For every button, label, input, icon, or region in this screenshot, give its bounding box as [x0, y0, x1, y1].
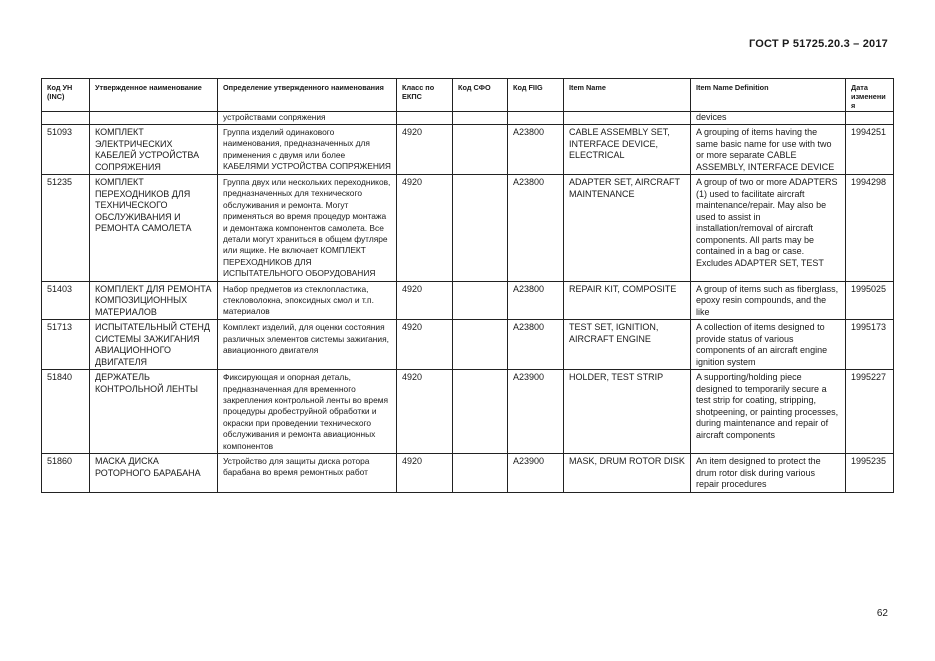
cell-date: 1995235 [846, 454, 894, 493]
table-header-row [42, 79, 894, 112]
cell-definition-ru: Набор предметов из стеклопластика, стекловолокна, эпоксидных смол и т.п. материалов [218, 281, 397, 320]
cell-inc: 51403 [42, 281, 90, 320]
column-header: Дата изменения [846, 79, 894, 112]
cell-fiig: A23900 [508, 454, 564, 493]
cell-item-name: HOLDER, TEST STRIP [564, 370, 691, 454]
cell-date [846, 112, 894, 125]
cell-fiig [508, 112, 564, 125]
cell-item-name: MASK, DRUM ROTOR DISK [564, 454, 691, 493]
cell-item-name: TEST SET, IGNITION, AIRCRAFT ENGINE [564, 320, 691, 370]
cell-class: 4920 [397, 320, 453, 370]
cell-inc: 51713 [42, 320, 90, 370]
cell-fiig: A23800 [508, 125, 564, 175]
cell-inc [42, 112, 90, 125]
cell-item-name: ADAPTER SET, AIRCRAFT MAINTENANCE [564, 175, 691, 282]
cell-sfo [453, 112, 508, 125]
column-header: Код УН (INC) [42, 79, 90, 112]
cell-date: 1994298 [846, 175, 894, 282]
table-row [42, 454, 894, 493]
column-header: Определение утвержденного наименования [218, 79, 397, 112]
cell-item-name: REPAIR KIT, COMPOSITE [564, 281, 691, 320]
table-row [42, 175, 894, 282]
cell-class: 4920 [397, 175, 453, 282]
cell-class: 4920 [397, 281, 453, 320]
page-number: 62 [876, 608, 888, 619]
column-header: Код СФО [453, 79, 508, 112]
cell-definition-en: A group of two or more ADAPTERS (1) used to facilitate aircraft maintenance/repair. May also be used to assist in installation/removal of aircraft components. All parts may be contained in a bag or case. Excludes ADAPTER SET, TEST [691, 175, 846, 282]
column-header: Класс по ЕКПС [397, 79, 453, 112]
cell-definition-ru: Комплект изделий, для оценки состояния различных элементов системы зажигания, авиационного двигателя [218, 320, 397, 370]
table-row [42, 281, 894, 320]
cell-definition-ru: Группа двух или нескольких переходников, предназначенных для технического обслуживания и ремонта. Могут применяться во время процедур монтажа и демонтажа компонентов самолета. Все детали могут храниться в общем футляре или ящике. Не включает КОМПЛЕКТ ПЕРЕХОДНИКОВ ДЛЯ ИСПЫТАТЕЛЬНОГО ОБОРУДОВАНИЯ [218, 175, 397, 282]
cell-definition-en: A supporting/holding piece designed to temporarily secure a test strip for coating, stripping, shotpeening, or painting processes, during maintenance and repair of aircraft components [691, 370, 846, 454]
column-header: Код FIIG [508, 79, 564, 112]
cell-date: 1995025 [846, 281, 894, 320]
cell-fiig: A23800 [508, 175, 564, 282]
cell-item-name [564, 112, 691, 125]
cell-inc: 51840 [42, 370, 90, 454]
cell-date: 1995227 [846, 370, 894, 454]
cell-inc: 51860 [42, 454, 90, 493]
cell-date: 1994251 [846, 125, 894, 175]
cell-date: 1995173 [846, 320, 894, 370]
cell-fiig: A23800 [508, 320, 564, 370]
cell-class [397, 112, 453, 125]
cell-class: 4920 [397, 125, 453, 175]
cell-definition-ru: Фиксирующая и опорная деталь, предназначенная для временного закрепления контрольной ленты во время процедуры дробеструйной обработки и окраски при проведении технического обслуживания и ремонта авиационных компонентов [218, 370, 397, 454]
table-row [42, 125, 894, 175]
cell-fiig: A23800 [508, 281, 564, 320]
cell-name-ru: КОМПЛЕКТ ПЕРЕХОДНИКОВ ДЛЯ ТЕХНИЧЕСКОГО ОБСЛУЖИВАНИЯ И РЕМОНТА САМОЛЕТА [90, 175, 218, 282]
cell-name-ru: МАСКА ДИСКА РОТОРНОГО БАРАБАНА [90, 454, 218, 493]
table-row [42, 320, 894, 370]
table-row [42, 370, 894, 454]
cell-definition-en: A grouping of items having the same basic name for use with two or more separate CABLE ASSEMBLY, INTERFACE DEVICE [691, 125, 846, 175]
cell-definition-ru: Устройство для защиты диска ротора барабана во время ремонтных работ [218, 454, 397, 493]
cell-sfo [453, 125, 508, 175]
cell-definition-en: devices [691, 112, 846, 125]
cell-name-ru: ИСПЫТАТЕЛЬНЫЙ СТЕНД СИСТЕМЫ ЗАЖИГАНИЯ АВИАЦИОННОГО ДВИГАТЕЛЯ [90, 320, 218, 370]
cell-inc: 51093 [42, 125, 90, 175]
cell-inc: 51235 [42, 175, 90, 282]
cell-definition-en: A collection of items designed to provide status of various components of an aircraft engine ignition system [691, 320, 846, 370]
cell-fiig: A23900 [508, 370, 564, 454]
cell-definition-ru: устройствами сопряжения [218, 112, 397, 125]
catalog-table [41, 78, 894, 493]
cell-sfo [453, 454, 508, 493]
cell-sfo [453, 370, 508, 454]
cell-item-name: CABLE ASSEMBLY SET, INTERFACE DEVICE, ELECTRICAL [564, 125, 691, 175]
document-header: ГОСТ Р 51725.20.3 – 2017 [748, 38, 888, 50]
continuation-row [42, 112, 894, 125]
cell-name-ru [90, 112, 218, 125]
cell-name-ru: КОМПЛЕКТ ДЛЯ РЕМОНТА КОМПОЗИЦИОННЫХ МАТЕРИАЛОВ [90, 281, 218, 320]
cell-definition-en: A group of items such as fiberglass, epoxy resin compounds, and the like [691, 281, 846, 320]
cell-sfo [453, 320, 508, 370]
cell-name-ru: КОМПЛЕКТ ЭЛЕКТРИЧЕСКИХ КАБЕЛЕЙ УСТРОЙСТВА СОПРЯЖЕНИЯ [90, 125, 218, 175]
column-header: Item Name Definition [691, 79, 846, 112]
cell-class: 4920 [397, 370, 453, 454]
cell-definition-en: An item designed to protect the drum rotor disk during various repair procedures [691, 454, 846, 493]
cell-sfo [453, 175, 508, 282]
cell-class: 4920 [397, 454, 453, 493]
cell-name-ru: ДЕРЖАТЕЛЬ КОНТРОЛЬНОЙ ЛЕНТЫ [90, 370, 218, 454]
column-header: Item Name [564, 79, 691, 112]
cell-sfo [453, 281, 508, 320]
column-header: Утвержденное наименование [90, 79, 218, 112]
cell-definition-ru: Группа изделий одинакового наименования, предназначенных для применения с двумя или более КАБЕЛЯМИ УСТРОЙСТВА СОПРЯЖЕНИЯ [218, 125, 397, 175]
